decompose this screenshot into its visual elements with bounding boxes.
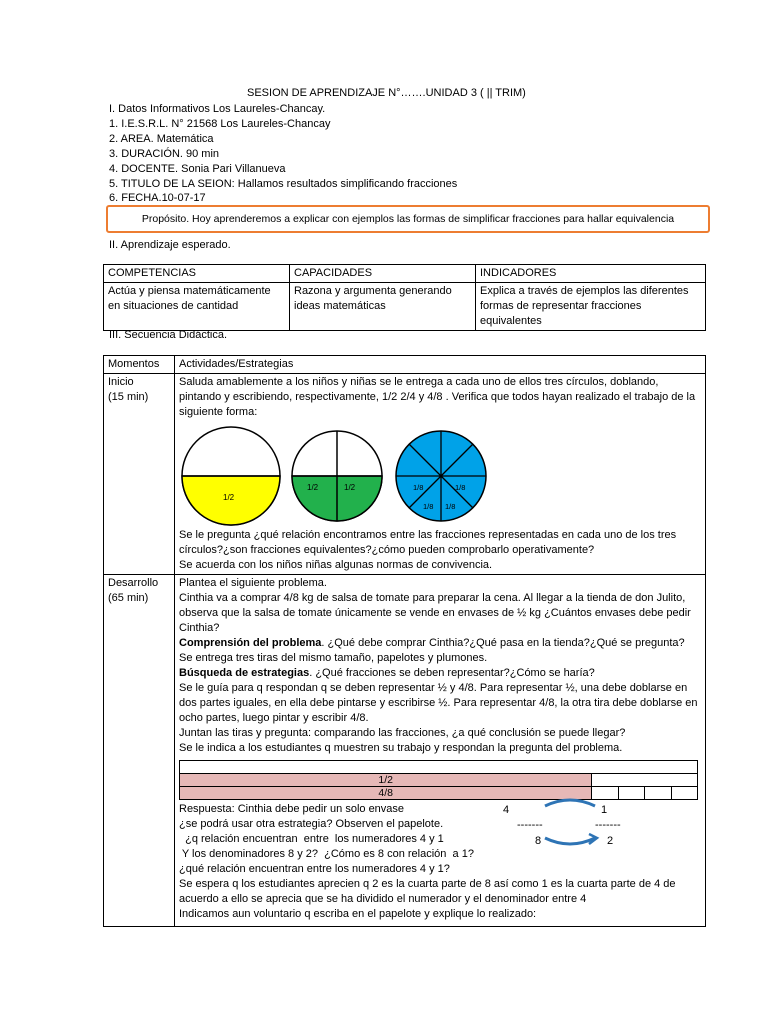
desarrollo-p4 — [179, 666, 701, 681]
desarrollo-p5: Se le guía para q respondan q se deben representar ½ y 4/8. Para representar ½, una debe doblarse en dos partes iguales, en ella debe pintarse y escribirse ½. Para representar 4/8, la otra tira debe doblarse en ocho partes, luego pintar y escribir 4/8. — [179, 682, 698, 724]
momento-desarrollo-tiempo: (65 min) — [108, 592, 149, 604]
p3-heading: Comprensión del problema — [179, 637, 322, 649]
proposito-box: Propósito. Hoy aprenderemos a explicar con ejemplos las formas de simplificar fracciones para hallar equivalencia — [106, 205, 710, 233]
respuesta-r4: Y los denominadores 8 y 2? ¿Cómo es 8 con relación a 1? — [179, 848, 474, 860]
label-circle3-b: 1/8 — [455, 483, 466, 492]
cell-bottom-space — [179, 922, 701, 925]
strip-half-empty — [592, 774, 698, 787]
info-line-6: 6. FECHA.10-07-17 — [109, 192, 206, 204]
label-circle1: 1/2 — [223, 493, 235, 502]
ratio-d2: 2 — [607, 835, 614, 847]
ratio-n1: 4 — [503, 804, 510, 816]
cell-competencia: Actúa y piensa matemáticamente en situaciones de cantidad — [104, 283, 290, 331]
ratio-dash-left: ------- — [517, 819, 543, 831]
ratio-dash-right: ------- — [595, 819, 621, 831]
strip-whole — [180, 761, 698, 774]
table-header-row — [104, 265, 706, 283]
strip-half-shaded: 1/2 — [180, 774, 592, 787]
cell-actividades-desarrollo — [175, 575, 706, 927]
respuesta-r3: ¿q relación encuentran entre los numeradores 4 y 1 — [179, 833, 444, 845]
section-secuencia: III. Secuencia Didáctica. — [109, 329, 228, 341]
circle-halves — [182, 427, 280, 525]
strip-eighth-cell — [645, 787, 671, 800]
respuesta-r6: Se espera q los estudiantes aprecien q 2 es la cuarta parte de 8 así como 1 es la cuarta parte de 4 de acuerdo a ello se aprecia que se ha dividido el numerador y el denominador entre 4 — [179, 878, 676, 905]
cell-indicador: Explica a través de ejemplos las diferentes formas de representar fracciones equivalentes — [476, 283, 706, 331]
label-circle2-right: 1/2 — [344, 483, 356, 492]
p4-text: . ¿Qué fracciones se deben representar?¿Cómo se haría? — [309, 667, 595, 679]
p4-heading: Búsqueda de estrategias — [179, 667, 310, 679]
momento-desarrollo-label: Desarrollo — [108, 577, 159, 589]
cell-momento-inicio — [104, 374, 175, 575]
seq-header-row — [104, 356, 706, 374]
row-desarrollo — [104, 575, 706, 927]
fraction-circles-figure — [179, 426, 499, 526]
momento-inicio-label: Inicio — [108, 376, 134, 388]
label-circle3-d: 1/8 — [445, 502, 456, 511]
info-line-0: I. Datos Informativos Los Laureles-Chancay. — [109, 103, 326, 115]
cell-actividades-inicio — [175, 374, 706, 575]
header-momentos: Momentos — [104, 356, 175, 374]
ratio-n2: 1 — [601, 804, 608, 816]
strip-halves — [180, 774, 698, 787]
info-line-2: 2. AREA. Matemática — [109, 133, 214, 145]
strip-empty — [180, 761, 698, 774]
respuesta-r5: ¿qué relación encuentran entre los numeradores 4 y 1? — [179, 863, 450, 875]
strip-48-shaded: 4/8 — [180, 787, 592, 800]
section-aprendizaje: II. Aprendizaje esperado. — [109, 239, 231, 251]
p3-text: . ¿Qué debe comprar Cinthia?¿Qué pasa en la tienda?¿Qué se pregunta? Se entrega tres tiras del mismo tamaño, papelotes y plumones. — [179, 637, 685, 664]
table-row — [104, 283, 706, 331]
desarrollo-p3 — [179, 636, 701, 666]
desarrollo-p2: Cinthia va a comprar 4/8 kg de salsa de tomate para preparar la cena. Al llegar a la tienda de don Julito, observa que la salsa de tomate únicamente se vende en envases de ½ kg ¿Cuántos envases debe pedir Cinthia? — [179, 592, 691, 634]
label-circle2-left: 1/2 — [307, 483, 319, 492]
session-title: SESION DE APRENDIZAJE N°…….UNIDAD 3 ( || TRIM) — [247, 87, 526, 99]
desarrollo-p6: Juntan las tiras y pregunta: comparando las fracciones, ¿a qué conclusión se puede llegar? — [179, 727, 626, 739]
inicio-text-1: Saluda amablemente a los niños y niñas se le entrega a cada uno de ellos tres círculos, doblando, pintando y escribiendo, respectivamente, 1/2 2/4 y 4/8 . Verifica que todos hayan realizado el trabajo de la siguiente forma: — [179, 376, 696, 418]
momento-inicio-tiempo: (15 min) — [108, 391, 149, 403]
division-arrows-icon — [539, 796, 601, 850]
competencias-table — [103, 264, 706, 331]
respuesta-block — [179, 802, 701, 925]
respuesta-r7: Indicamos aun voluntario q escriba en el papelote y explique lo realizado: — [179, 908, 537, 920]
strip-eighths — [180, 787, 698, 800]
cell-momento-desarrollo — [104, 575, 175, 927]
circle-eighths — [396, 431, 486, 521]
circle-quarters — [292, 431, 382, 521]
respuesta-r1: Respuesta: Cinthia debe pedir un solo envase — [179, 803, 405, 815]
cell-capacidad: Razona y argumenta generando ideas matemáticas — [290, 283, 476, 331]
ratio-d1: 8 — [535, 835, 542, 847]
desarrollo-p7: Se le indica a los estudiantes q muestren su trabajo y respondan la pregunta del problema. — [179, 742, 623, 754]
inicio-text-3: Se acuerda con los niños niñas algunas normas de convivencia. — [179, 559, 493, 571]
label-circle3-c: 1/8 — [423, 502, 434, 511]
info-line-3: 3. DURACIÓN. 90 min — [109, 148, 220, 160]
strip-eighth-cell — [671, 787, 697, 800]
desarrollo-p1: Plantea el siguiente problema. — [179, 577, 327, 589]
strip-eighth-cell — [618, 787, 644, 800]
secuencia-table — [103, 355, 706, 927]
label-circle3-a: 1/8 — [413, 483, 424, 492]
fraction-strips — [179, 760, 698, 800]
info-line-4: 4. DOCENTE. Sonia Pari Villanueva — [109, 163, 286, 175]
info-line-1: 1. I.E.S.R.L. N° 21568 Los Laureles-Chancay — [109, 118, 331, 130]
header-capacidades: CAPACIDADES — [290, 265, 476, 283]
inicio-text-2: Se le pregunta ¿qué relación encontramos entre las fracciones representadas en cada uno de los tres círculos?¿son fracciones equivalentes?¿cómo pueden comprobarlo operativamente? — [179, 529, 677, 556]
header-indicadores: INDICADORES — [476, 265, 706, 283]
row-inicio — [104, 374, 706, 575]
respuesta-r2: ¿se podrá usar otra estrategia? Observen el papelote. — [179, 818, 444, 830]
info-line-5: 5. TITULO DE LA SEION: Hallamos resultados simplificando fracciones — [109, 178, 458, 190]
header-actividades: Actividades/Estrategias — [175, 356, 706, 374]
header-competencias: COMPETENCIAS — [104, 265, 290, 283]
